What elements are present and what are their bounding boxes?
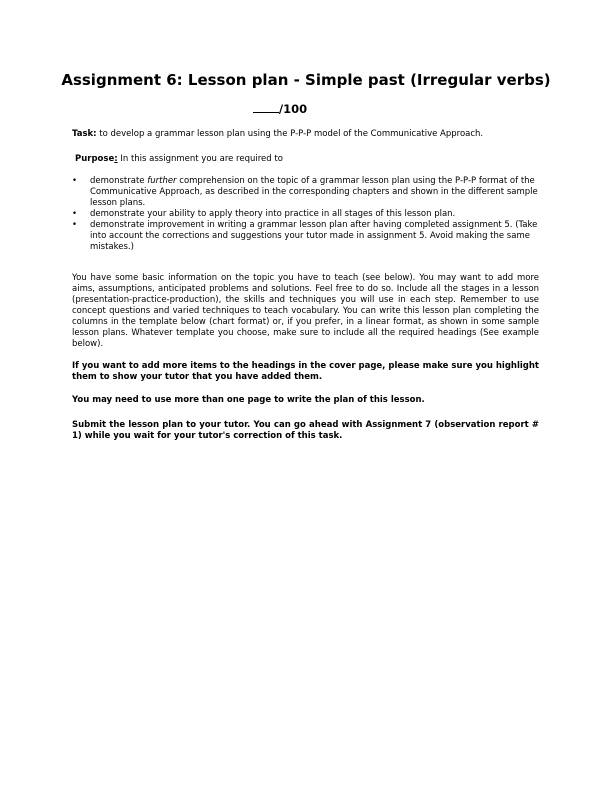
- bullet-symbol: •: [72, 220, 78, 230]
- purpose-line: [75, 154, 545, 165]
- task-label: Task:: [72, 129, 97, 139]
- note-highlight-items: If you want to add more items to the headings in the cover page, please make sure you highlight them to show your tutor that you have added them.: [72, 361, 539, 382]
- bullet-symbol: •: [72, 176, 78, 186]
- document-title: Assignment 6: Lesson plan - Simple past (Irregular verbs): [61, 71, 551, 89]
- instructions-paragraph: You have some basic information on the topic you have to teach (see below). You may want to add more aims, assumptions, anticipated problems and solutions. Feel free to do so. Include all the stages in a lesson (presentation-practice-production), the skills and techniques you will use in each step. Remember to use concept questions and varied techniques to teach vocabulary. You can write this lesson plan completing the columns in the template below (chart format) or, if you prefer, in a linear format, as shown in some sample lesson plans. Whatever template you choose, make sure to include all the required headings (See example below).: [72, 273, 539, 349]
- task-line: [72, 129, 542, 140]
- note-more-pages: You may need to use more than one page to write the plan of this lesson.: [72, 395, 425, 405]
- bullet-item: • demonstrate your ability to apply theory into practice in all stages of this lesson plan.: [72, 209, 456, 219]
- bullet-item: • demonstrate further comprehension on the topic of a grammar lesson plan using the P-P-P format of the Communicative Approach, as described in the corresponding chapters and shown in the different sample lesson plans.: [72, 176, 538, 208]
- score-total: /100: [278, 102, 308, 116]
- emphasis-further: further: [147, 176, 177, 186]
- bullet-item: • demonstrate improvement in writing a grammar lesson plan after having completed assignment 5. (Take into account the corrections and suggestions your tutor made in assignment 5. Avoid making the same mistakes.): [72, 220, 538, 252]
- note-submit: Submit the lesson plan to your tutor. You can go ahead with Assignment 7 (observation report # 1) while you wait for your tutor's correction of this task.: [72, 420, 539, 441]
- bullet-symbol: •: [72, 209, 78, 219]
- purpose-text: In this assignment you are required to: [117, 154, 283, 164]
- score-line: [0, 102, 560, 116]
- purpose-label: Purpose:: [75, 154, 118, 164]
- purpose-bullet-list: [72, 176, 540, 253]
- task-text: to develop a grammar lesson plan using the P-P-P model of the Communicative Approach.: [96, 129, 484, 139]
- score-blank: [253, 102, 279, 113]
